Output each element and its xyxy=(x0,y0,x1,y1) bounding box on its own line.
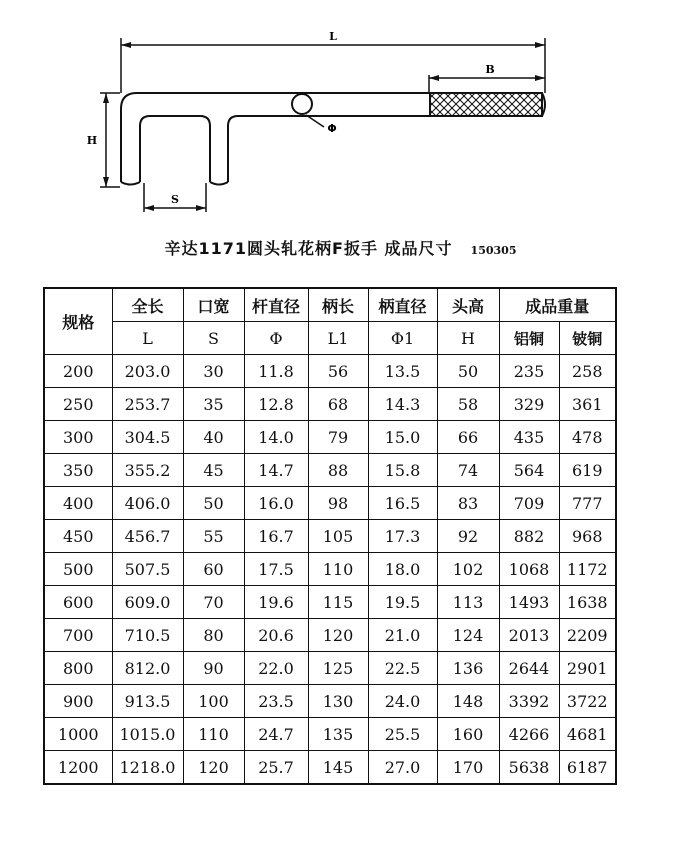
cell-length: 203.0 xyxy=(112,355,183,388)
cell-length: 507.5 xyxy=(112,553,183,586)
cell-opening: 70 xyxy=(183,586,244,619)
cell-spec: 350 xyxy=(44,454,112,487)
knurled-handle xyxy=(430,93,545,116)
cell-handle-len: 130 xyxy=(308,685,368,718)
subheader-head-height: H xyxy=(437,322,499,355)
header-handle-dia: 柄直径 xyxy=(368,288,437,322)
label-B: B xyxy=(485,63,495,76)
cell-handle-len: 98 xyxy=(308,487,368,520)
label-S: S xyxy=(171,193,179,206)
header-rod-dia: 杆直径 xyxy=(244,288,308,322)
cell-handle-len: 105 xyxy=(308,520,368,553)
cell-spec: 450 xyxy=(44,520,112,553)
cell-weight-be: 968 xyxy=(559,520,616,553)
cell-head-height: 113 xyxy=(437,586,499,619)
cell-handle-len: 115 xyxy=(308,586,368,619)
table-row xyxy=(44,718,616,751)
cell-handle-len: 145 xyxy=(308,751,368,785)
cell-rod-dia: 14.7 xyxy=(244,454,308,487)
cell-weight-al: 3392 xyxy=(499,685,559,718)
table-row xyxy=(44,652,616,685)
table-row xyxy=(44,553,616,586)
cell-weight-al: 709 xyxy=(499,487,559,520)
cell-handle-dia: 24.0 xyxy=(368,685,437,718)
spec-table xyxy=(43,287,617,785)
cell-spec: 1000 xyxy=(44,718,112,751)
cell-opening: 40 xyxy=(183,421,244,454)
cell-rod-dia: 25.7 xyxy=(244,751,308,785)
cell-weight-be: 1638 xyxy=(559,586,616,619)
title-text: 辛达1171圆头轧花柄F扳手 成品尺寸 xyxy=(164,239,453,258)
cell-rod-dia: 17.5 xyxy=(244,553,308,586)
cell-weight-al: 5638 xyxy=(499,751,559,785)
cell-handle-dia: 21.0 xyxy=(368,619,437,652)
cell-weight-al: 1068 xyxy=(499,553,559,586)
cell-length: 304.5 xyxy=(112,421,183,454)
cell-head-height: 148 xyxy=(437,685,499,718)
subheader-length: L xyxy=(112,322,183,355)
cell-opening: 45 xyxy=(183,454,244,487)
cell-opening: 90 xyxy=(183,652,244,685)
cell-weight-be: 619 xyxy=(559,454,616,487)
dimension-H xyxy=(87,93,120,187)
cell-spec: 300 xyxy=(44,421,112,454)
cell-weight-al: 329 xyxy=(499,388,559,421)
header-handle-len: 柄长 xyxy=(308,288,368,322)
cell-weight-al: 235 xyxy=(499,355,559,388)
document-code: 150305 xyxy=(470,244,517,257)
cell-length: 406.0 xyxy=(112,487,183,520)
cell-handle-dia: 25.5 xyxy=(368,718,437,751)
subheader-opening: S xyxy=(183,322,244,355)
subheader-rod-dia: Φ xyxy=(244,322,308,355)
cell-rod-dia: 16.7 xyxy=(244,520,308,553)
cell-opening: 50 xyxy=(183,487,244,520)
cell-handle-dia: 19.5 xyxy=(368,586,437,619)
cell-handle-dia: 15.8 xyxy=(368,454,437,487)
cell-spec: 900 xyxy=(44,685,112,718)
cell-opening: 80 xyxy=(183,619,244,652)
cell-opening: 55 xyxy=(183,520,244,553)
cell-rod-dia: 16.0 xyxy=(244,487,308,520)
cell-rod-dia: 19.6 xyxy=(244,586,308,619)
cell-handle-dia: 27.0 xyxy=(368,751,437,785)
cell-handle-len: 135 xyxy=(308,718,368,751)
cell-rod-dia: 24.7 xyxy=(244,718,308,751)
table-row xyxy=(44,454,616,487)
header-head-height: 头高 xyxy=(437,288,499,322)
cell-weight-be: 478 xyxy=(559,421,616,454)
cell-weight-al: 564 xyxy=(499,454,559,487)
cell-spec: 400 xyxy=(44,487,112,520)
header-spec: 规格 xyxy=(44,288,112,355)
cell-length: 1015.0 xyxy=(112,718,183,751)
table-row xyxy=(44,487,616,520)
subheader-weight-al: 铝铜 xyxy=(499,322,559,355)
cell-weight-al: 1493 xyxy=(499,586,559,619)
cell-handle-dia: 13.5 xyxy=(368,355,437,388)
cell-length: 609.0 xyxy=(112,586,183,619)
table-header-row xyxy=(44,288,616,322)
subheader-handle-len: L1 xyxy=(308,322,368,355)
cell-length: 355.2 xyxy=(112,454,183,487)
cell-opening: 110 xyxy=(183,718,244,751)
table-subheader-row xyxy=(44,322,616,355)
cell-opening: 35 xyxy=(183,388,244,421)
table-row xyxy=(44,355,616,388)
label-H: H xyxy=(86,134,98,147)
cell-length: 1218.0 xyxy=(112,751,183,785)
cell-handle-dia: 16.5 xyxy=(368,487,437,520)
cell-length: 253.7 xyxy=(112,388,183,421)
cell-weight-be: 2209 xyxy=(559,619,616,652)
cell-spec: 1200 xyxy=(44,751,112,785)
table-row xyxy=(44,520,616,553)
cell-head-height: 83 xyxy=(437,487,499,520)
cell-handle-len: 110 xyxy=(308,553,368,586)
cell-spec: 600 xyxy=(44,586,112,619)
table-row xyxy=(44,619,616,652)
cell-handle-dia: 22.5 xyxy=(368,652,437,685)
cell-head-height: 160 xyxy=(437,718,499,751)
table-row xyxy=(44,388,616,421)
cell-weight-be: 361 xyxy=(559,388,616,421)
header-opening: 口宽 xyxy=(183,288,244,322)
cell-spec: 200 xyxy=(44,355,112,388)
cell-head-height: 102 xyxy=(437,553,499,586)
wrench-body xyxy=(121,93,430,185)
cell-head-height: 92 xyxy=(437,520,499,553)
phi-ball xyxy=(292,94,337,135)
cell-weight-al: 2644 xyxy=(499,652,559,685)
cell-handle-len: 56 xyxy=(308,355,368,388)
cell-handle-len: 68 xyxy=(308,388,368,421)
cell-weight-be: 6187 xyxy=(559,751,616,785)
table-body xyxy=(44,355,616,785)
cell-spec: 500 xyxy=(44,553,112,586)
cell-spec: 250 xyxy=(44,388,112,421)
cell-head-height: 124 xyxy=(437,619,499,652)
cell-opening: 100 xyxy=(183,685,244,718)
cell-weight-be: 777 xyxy=(559,487,616,520)
cell-length: 812.0 xyxy=(112,652,183,685)
cell-handle-dia: 18.0 xyxy=(368,553,437,586)
cell-handle-len: 88 xyxy=(308,454,368,487)
cell-handle-len: 125 xyxy=(308,652,368,685)
label-phi: Φ xyxy=(327,122,337,135)
cell-handle-dia: 14.3 xyxy=(368,388,437,421)
cell-spec: 700 xyxy=(44,619,112,652)
cell-opening: 60 xyxy=(183,553,244,586)
cell-weight-al: 882 xyxy=(499,520,559,553)
cell-head-height: 136 xyxy=(437,652,499,685)
header-weight: 成品重量 xyxy=(499,288,616,322)
cell-rod-dia: 11.8 xyxy=(244,355,308,388)
table-row xyxy=(44,685,616,718)
table-row xyxy=(44,586,616,619)
cell-weight-al: 2013 xyxy=(499,619,559,652)
cell-weight-be: 3722 xyxy=(559,685,616,718)
cell-length: 710.5 xyxy=(112,619,183,652)
cell-head-height: 58 xyxy=(437,388,499,421)
cell-weight-al: 435 xyxy=(499,421,559,454)
subheader-weight-be: 铍铜 xyxy=(559,322,616,355)
cell-handle-len: 120 xyxy=(308,619,368,652)
cell-handle-len: 79 xyxy=(308,421,368,454)
label-L: L xyxy=(329,30,337,43)
document-title xyxy=(0,236,681,259)
cell-spec: 800 xyxy=(44,652,112,685)
wrench-drawing xyxy=(0,0,681,230)
cell-opening: 30 xyxy=(183,355,244,388)
cell-head-height: 66 xyxy=(437,421,499,454)
dimension-S xyxy=(144,183,206,212)
cell-handle-dia: 17.3 xyxy=(368,520,437,553)
dimension-B xyxy=(429,63,545,93)
cell-rod-dia: 12.8 xyxy=(244,388,308,421)
cell-weight-al: 4266 xyxy=(499,718,559,751)
cell-weight-be: 258 xyxy=(559,355,616,388)
cell-weight-be: 4681 xyxy=(559,718,616,751)
cell-length: 913.5 xyxy=(112,685,183,718)
cell-head-height: 170 xyxy=(437,751,499,785)
dimension-L xyxy=(121,30,545,93)
cell-length: 456.7 xyxy=(112,520,183,553)
cell-rod-dia: 23.5 xyxy=(244,685,308,718)
cell-rod-dia: 22.0 xyxy=(244,652,308,685)
cell-opening: 120 xyxy=(183,751,244,785)
cell-weight-be: 2901 xyxy=(559,652,616,685)
cell-rod-dia: 20.6 xyxy=(244,619,308,652)
table-row xyxy=(44,751,616,785)
cell-rod-dia: 14.0 xyxy=(244,421,308,454)
cell-handle-dia: 15.0 xyxy=(368,421,437,454)
cell-head-height: 50 xyxy=(437,355,499,388)
cell-head-height: 74 xyxy=(437,454,499,487)
table-row xyxy=(44,421,616,454)
header-length: 全长 xyxy=(112,288,183,322)
cell-weight-be: 1172 xyxy=(559,553,616,586)
subheader-handle-dia: Φ1 xyxy=(368,322,437,355)
